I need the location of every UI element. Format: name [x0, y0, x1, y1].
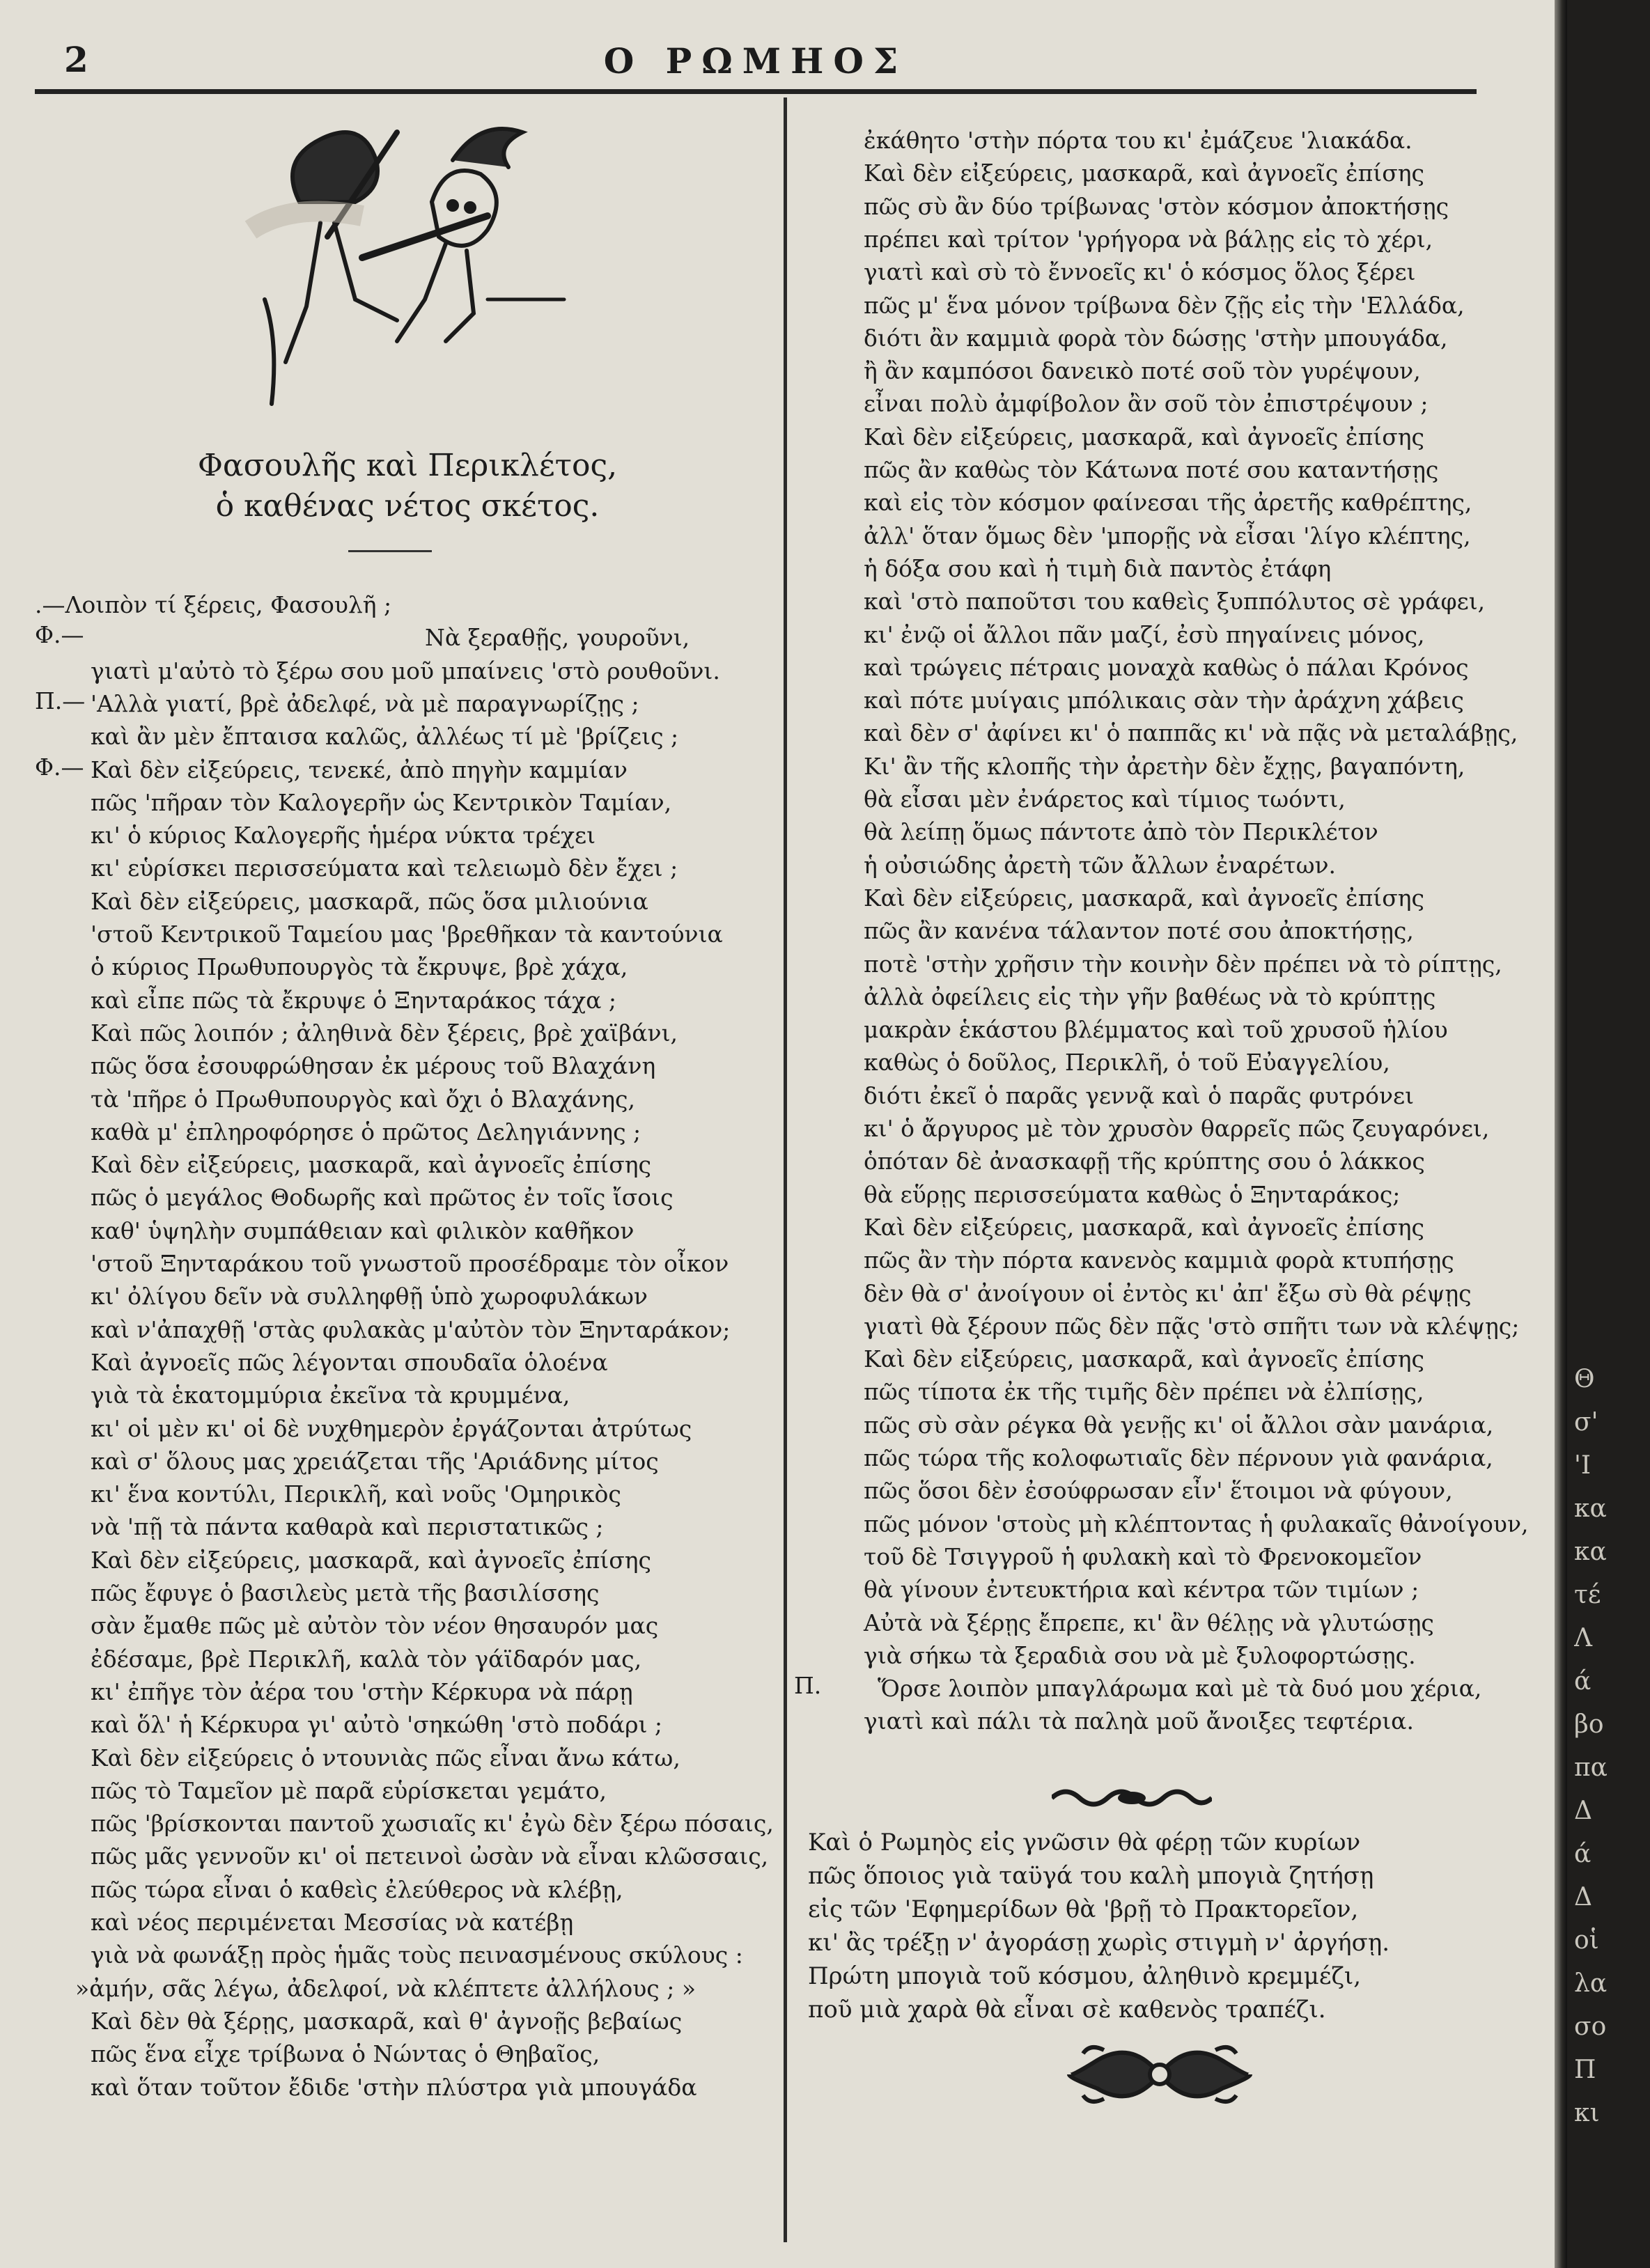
verse-line: Καὶ δὲν εἰξεύρεις, μασκαρᾶ, καὶ ἀγνοεῖς ἐπίσης	[864, 1345, 1424, 1373]
adjacent-page-text: σο	[1574, 2012, 1607, 2041]
verse-line: γιατὶ μ'αὐτὸ τὸ ξέρω σου μοῦ μπαίνεις 'στὸ ρουθοῦνι.	[91, 657, 720, 685]
verse-line: Κι' ἂν τῆς κλοπῆς τὴν ἀρετὴν δὲν ἔχῃς, βαγαπόντη,	[864, 752, 1465, 780]
verse-line: κι' ἐπῆγε τὸν ἀέρα του 'στὴν Κέρκυρα νὰ πάρῃ	[91, 1677, 633, 1705]
verse-line: καὶ εἶπε πῶς τὰ ἔκρυψε ὁ Ξηνταράκος τάχα ;	[91, 986, 617, 1014]
verse-line: καθ' ὑψηλὴν συμπάθειαν καὶ φιλικὸν καθῆκον	[91, 1217, 635, 1244]
verse-line: κι' ὁ κύριος Καλογερῆς ἡμέρα νύκτα τρέχει	[91, 822, 596, 850]
notice-line: πῶς ὅποιος γιὰ ταϋγά του καλὴ μπογιὰ ζητήσῃ	[808, 1862, 1374, 1890]
adjacent-page-text: οἱ	[1574, 1926, 1599, 1955]
verse-line: σὰν ἔμαθε πῶς μὲ αὐτὸν τὸν νέον θησαυρόν μας	[91, 1612, 659, 1640]
verse-line: καὶ τρώγεις πέτραις μοναχὰ καθὼς ὁ πάλαι Κρόνος	[864, 653, 1469, 681]
verse-line: δὲν θὰ σ' ἀνοίγουν οἱ ἐντὸς κι' ἀπ' ἔξω σὺ θὰ ρέψῃς	[864, 1279, 1472, 1307]
verse-line: Καὶ δὲν εἰξεύρεις, μασκαρᾶ, πῶς ὅσα μιλιούνια	[91, 887, 648, 915]
verse-line: καὶ ὅλ' ἡ Κέρκυρα γι' αὐτὸ 'σηκώθη 'στὸ ποδάρι ;	[91, 1711, 663, 1739]
verse-line: πῶς σὺ ἂν δύο τρίβωνας 'στὸν κόσμον ἀποκτήσῃς	[864, 192, 1449, 220]
verse-line: καὶ σ' ὅλους μας χρειάζεται τῆς 'Αριάδνης μίτος	[91, 1447, 659, 1475]
ornament-divider	[1052, 1784, 1212, 1812]
verse-line: ἐδέσαμε, βρὲ Περικλῆ, καλὰ τὸν γάϊδαρόν μας,	[91, 1645, 642, 1673]
verse-line: »ἀμήν, σᾶς λέγω, ἀδελφοί, νὰ κλέπτετε ἀλλήλους ; »	[75, 1974, 696, 2002]
notice-line: ποῦ μιὰ χαρὰ θὰ εἶναι σὲ καθενὸς τραπέζι.	[808, 1996, 1326, 2024]
adjacent-page-edge	[1567, 0, 1650, 2268]
adjacent-page-text: ά	[1574, 1667, 1591, 1696]
verse-line: Νὰ ξεραθῇς, γουροῦνι,	[425, 624, 690, 652]
verse-line: τοῦ δὲ Τσιγγροῦ ἡ φυλακὴ καὶ τὸ Φρενοκομεῖον	[864, 1542, 1422, 1570]
advertisement-notice	[808, 1826, 1390, 2026]
verse-line: Καὶ δὲν εἰξεύρεις, τενεκέ, ἀπὸ πηγὴν καμμίαν	[91, 756, 628, 783]
verse-line: πῶς μόνον 'στοὺς μὴ κλέπτοντας ἡ φυλακαῖς θἀνοίγουν,	[864, 1510, 1529, 1538]
verse-line: γιατὶ θὰ ξέρουν πῶς δὲν πᾷς 'στὸ σπῆτι των νὰ κλέψῃς;	[864, 1312, 1520, 1340]
verse-line: .—Λοιπὸν τί ξέρεις, Φασουλῆ ;	[35, 591, 392, 618]
adjacent-page-text: ά	[1574, 1840, 1591, 1868]
verse-line: ἐκάθητο 'στὴν πόρτα του κι' ἐμάζευε 'λιακάδα.	[864, 127, 1412, 154]
verse-line: Καὶ δὲν εἰξεύρεις, μασκαρᾶ, καὶ ἀγνοεῖς ἐπίσης	[91, 1151, 651, 1179]
verse-line: γιὰ νὰ φωνάξῃ πρὸς ἡμᾶς τοὺς πεινασμένους σκύλους :	[91, 1941, 743, 1969]
verse-line: ἡ δόξα σου καὶ ἡ τιμὴ διὰ παντὸς ἐτάφη	[864, 554, 1332, 582]
verse-line: Καὶ δὲν εἰξεύρεις, μασκαρᾶ, καὶ ἀγνοεῖς ἐπίσης	[91, 1546, 651, 1574]
verse-line: πῶς τώρα τῆς κολοφωτιαῖς δὲν πέρνουν γιὰ φανάρια,	[864, 1444, 1493, 1471]
page-header	[35, 28, 1477, 91]
verse-line: πῶς ἕνα εἶχε τρίβωνα ὁ Νώντας ὁ Θηβαῖος,	[91, 2040, 600, 2068]
verse-line: 'Αλλὰ γιατί, βρὲ ἀδελφέ, νὰ μὲ παραγνωρίζῃς ;	[91, 689, 639, 717]
cartoon-illustration	[223, 91, 571, 411]
verse-line: καθὼς ὁ δοῦλος, Περικλῆ, ὁ τοῦ Εὐαγγελίου,	[864, 1049, 1390, 1077]
verse-line: πῶς σὺ σὰν ρέγκα θὰ γενῇς κι' οἱ ἄλλοι σὰν μανάρια,	[864, 1411, 1494, 1439]
adjacent-page-text: πα	[1574, 1753, 1608, 1782]
verse-line: γιατὶ καὶ πάλι τὰ παληὰ μοῦ ἄνοιξες τεφτέρια.	[864, 1707, 1414, 1735]
verse-line: κι' οἱ μὲν κι' οἱ δὲ νυχθημερὸν ἐργάζονται ἀτρύτως	[91, 1414, 692, 1442]
verse-line: πρέπει καὶ τρίτον 'γρήγορα νὰ βάλῃς εἰς τὸ χέρι,	[864, 225, 1433, 253]
masthead-title: Ο ΡΩΜΗΟΣ	[603, 40, 908, 81]
adjacent-page-text: λα	[1574, 1969, 1608, 1998]
verse-line: κι' εὑρίσκει περισσεύματα καὶ τελειωμὸ δὲν ἔχει ;	[91, 854, 678, 882]
speaker-label: Φ.—	[35, 621, 84, 649]
verse-line: καὶ δὲν σ' ἀφίνει κι' ὁ παππᾶς κι' νὰ πᾷς νὰ μεταλάβῃς,	[864, 719, 1518, 747]
verse-line: ἀλλὰ ὀφείλεις εἰς τὴν γῆν βαθέως νὰ τὸ κρύπτῃς	[864, 983, 1436, 1010]
verse-line: νὰ 'πῇ τὰ πάντα καθαρὰ καὶ περιστατικῶς ;	[91, 1513, 604, 1541]
verse-line: καὶ εἰς τὸν κόσμον φαίνεσαι τῆς ἀρετῆς καθρέπτης,	[864, 489, 1472, 517]
verse-line: πῶς ὁ μεγάλος Θοδωρῆς καὶ πρῶτος ἐν τοῖς ἴσοις	[91, 1184, 674, 1212]
verse-line: 'στοῦ Κεντρικοῦ Ταμείου μας 'βρεθῆκαν τὰ καντούνια	[91, 921, 723, 948]
caption-line-2: ὁ καθένας νέτος σκέτος.	[215, 488, 600, 524]
speaker-label: Π.	[794, 1672, 822, 1700]
verse-line: Καὶ δὲν εἰξεύρεις ὁ ντουνιὰς πῶς εἶναι ἄνω κάτω,	[91, 1744, 680, 1772]
adjacent-page-text: Δ	[1574, 1797, 1592, 1825]
notice-line: κι' ἂς τρέξῃ ν' ἀγοράσῃ χωρὶς στιγμὴ ν' ἀργήσῃ.	[808, 1929, 1390, 1957]
page-number: 2	[64, 39, 88, 80]
verse-line: πῶς ἂν καθὼς τὸν Κάτωνα ποτέ σου καταντήσῃς	[864, 456, 1439, 483]
verse-line: κι' ὀλίγου δεῖν νὰ συλληφθῇ ὑπὸ χωροφυλάκων	[91, 1283, 648, 1311]
verse-line: διότι ἐκεῖ ὁ παρᾶς γεννᾷ καὶ ὁ παρᾶς φυτρόνει	[864, 1081, 1415, 1109]
caption-divider	[348, 550, 432, 552]
verse-line: Καὶ πῶς λοιπόν ; ἀληθινὰ δὲν ξέρεις, βρὲ χαϊβάνι,	[91, 1019, 678, 1047]
verse-line: καὶ ν'ἀπαχθῇ 'στὰς φυλακὰς μ'αὐτὸν τὸν Ξηνταράκον;	[91, 1315, 731, 1343]
verse-line: καὶ 'στὸ παποῦτσι του καθεὶς ξυππόλυτος σὲ γράφει,	[864, 588, 1486, 616]
caption-line-1: Φασουλῆς καὶ Περικλέτος,	[197, 448, 618, 483]
adjacent-page-text: Δ	[1574, 1883, 1592, 1911]
verse-line: πῶς τίποτα ἐκ τῆς τιμῆς δὲν πρέπει νὰ ἐλπίσῃς,	[864, 1378, 1424, 1406]
verse-line: Καὶ δὲν θὰ ξέρῃς, μασκαρᾶ, καὶ θ' ἀγνοῇς βεβαίως	[91, 2007, 683, 2035]
verse-line: Ὅρσε λοιπὸν μπαγλάρωμα καὶ μὲ τὰ δυό μου χέρια,	[878, 1675, 1482, 1703]
ornament-vignette	[1062, 2036, 1257, 2113]
verse-line: πῶς ἔφυγε ὁ βασιλεὺς μετὰ τῆς βασιλίσσης	[91, 1579, 600, 1606]
speaker-label: Π.—	[35, 687, 86, 714]
verse-line: τὰ 'πῆρε ὁ Πρωθυπουργὸς καὶ ὄχι ὁ Βλαχάνης,	[91, 1085, 636, 1113]
verse-line: καὶ νέος περιμένεται Μεσσίας νὰ κατέβῃ	[91, 1909, 574, 1936]
verse-line: Καὶ δὲν εἰξεύρεις, μασκαρᾶ, καὶ ἀγνοεῖς ἐπίσης	[864, 159, 1424, 187]
adjacent-page-text: Λ	[1574, 1624, 1592, 1652]
verse-line: πῶς 'βρίσκονται παντοῦ χωσιαῖς κι' ἐγὼ δὲν ξέρω πόσαις,	[91, 1810, 774, 1838]
verse-line: γιὰ σήκω τὰ ξεραδιὰ σου νὰ μὲ ξυλοφορτώσῃς.	[864, 1641, 1416, 1669]
adjacent-page-text: Π	[1574, 2056, 1596, 2084]
verse-line: πῶς 'πῆραν τὸν Καλογερῆν ὡς Κεντρικὸν Ταμίαν,	[91, 788, 672, 816]
verse-line: ποτὲ 'στὴν χρῆσιν τὴν κοινὴν δὲν πρέπει νὰ τὸ ρίπτῃς,	[864, 950, 1502, 978]
verse-line: καὶ πότε μυίγαις μπόλικαις σὰν τὴν ἀράχνη χάβεις	[864, 687, 1464, 714]
verse-line: ἢ ἂν καμπόσοι δανεικὸ ποτέ σοῦ τὸν γυρέψουν,	[864, 357, 1421, 385]
verse-line: Καὶ δὲν εἰξεύρεις, μασκαρᾶ, καὶ ἀγνοεῖς ἐπίσης	[864, 423, 1424, 451]
verse-line: γιατὶ καὶ σὺ τὸ ἔννοεῖς κι' ὁ κόσμος ὅλος ξέρει	[864, 258, 1416, 286]
verse-line: κι' ἕνα κοντύλι, Περικλῆ, καὶ νοῦς 'Ομηρικὸς	[91, 1480, 621, 1508]
verse-line: θὰ λείπῃ ὅμως πάντοτε ἀπὸ τὸν Περικλέτον	[864, 818, 1378, 846]
verse-line: πῶς μ' ἕνα μόνον τρίβωνα δὲν ζῇς εἰς τὴν 'Ελλάδα,	[864, 291, 1465, 319]
verse-line: Καὶ δὲν εἰξεύρεις, μασκαρᾶ, καὶ ἀγνοεῖς ἐπίσης	[864, 1213, 1424, 1241]
adjacent-page-text: κα	[1574, 1538, 1607, 1566]
verse-line: πῶς τὸ Ταμεῖον μὲ παρᾶ εὑρίσκεται γεμάτο,	[91, 1776, 607, 1804]
verse-line: πῶς ἂν τὴν πόρτα κανενὸς καμμιὰ φορὰ κτυπήσῃς	[864, 1246, 1454, 1274]
notice-line: Καὶ ὁ Ρωμηὸς εἰς γνῶσιν θὰ φέρῃ τῶν κυρίων	[808, 1829, 1361, 1856]
verse-line: ἡ οὐσιώδης ἀρετὴ τῶν ἄλλων ἐναρέτων.	[864, 851, 1337, 879]
adjacent-page-text: κα	[1574, 1494, 1607, 1523]
verse-line: θὰ εὕρῃς περισσεύματα καθὼς ὁ Ξηνταράκος;	[864, 1180, 1401, 1208]
verse-line: ὁπόταν δὲ ἀνασκαφῇ τῆς κρύπτης σου ὁ λάκκος	[864, 1148, 1425, 1175]
notice-line: εἰς τῶν 'Εφημερίδων θὰ 'βρῇ τὸ Πρακτορεῖον,	[808, 1895, 1359, 1923]
verse-line: κι' ὁ ἄργυρος μὲ τὸν χρυσὸν θαρρεῖς πῶς ζευγαρόνει,	[864, 1115, 1490, 1142]
verse-line: Καὶ ἀγνοεῖς πῶς λέγονται σπουδαῖα ὁλοένα	[91, 1348, 608, 1376]
adjacent-page-text: Θ	[1574, 1365, 1595, 1393]
cartoon-caption	[42, 446, 773, 526]
verse-line: καθὰ μ' ἐπληροφόρησε ὁ πρῶτος Δεληγιάννης ;	[91, 1118, 641, 1145]
verse-line: γιὰ τὰ ἑκατομμύρια ἐκεῖνα τὰ κρυμμένα,	[91, 1382, 570, 1409]
verse-line: πῶς ὅσοι δὲν ἐσούφρωσαν εἶν' ἕτοιμοι νὰ φύγουν,	[864, 1477, 1453, 1505]
verse-line: μακρὰν ἑκάστου βλέμματος καὶ τοῦ χρυσοῦ ἡλίου	[864, 1016, 1448, 1044]
verse-line: πῶς ὅσα ἐσουφρώθησαν ἐκ μέρους τοῦ Βλαχάνη	[91, 1052, 656, 1080]
verse-line: πῶς μᾶς γεννοῦν κι' οἱ πετεινοὶ ὠσὰν νὰ εἶναι κλῶσσαις,	[91, 1843, 769, 1870]
column-rule	[784, 97, 787, 2242]
verse-line: ἀλλ' ὅταν ὅμως δὲν 'μπορῇς νὰ εἶσαι 'λίγο κλέπτης,	[864, 522, 1471, 549]
adjacent-page-text: τέ	[1574, 1581, 1601, 1609]
verse-line: ὁ κύριος Πρωθυπουργὸς τὰ ἔκρυψε, βρὲ χάχα,	[91, 953, 628, 981]
verse-line: θὰ εἶσαι μὲν ἐνάρετος καὶ τίμιος τωόντι,	[864, 785, 1346, 813]
verse-line: 'στοῦ Ξηνταράκου τοῦ γνωστοῦ προσέδραμε τὸν οἶκον	[91, 1250, 729, 1277]
verse-line: εἶναι πολὺ ἀμφίβολον ἂν σοῦ τὸν ἐπιστρέψουν ;	[864, 390, 1429, 418]
adjacent-page-text: σ'	[1574, 1408, 1598, 1437]
verse-line: καὶ ἂν μὲν ἔπταισα καλῶς, ἀλλέως τί μὲ 'βρίζεις ;	[91, 723, 679, 751]
verse-line: Αὐτὰ νὰ ξέρῃς ἔπρεπε, κι' ἂν θέλῃς νὰ γλυτώσῃς	[864, 1609, 1434, 1636]
verse-line: πῶς ἂν κανένα τάλαντον ποτέ σου ἀποκτήσῃς,	[864, 917, 1414, 945]
adjacent-page-text: 'Ι	[1574, 1451, 1591, 1480]
page-spine	[1555, 0, 1567, 2268]
notice-line: Πρώτη μπογιὰ τοῦ κόσμου, ἀληθινὸ κρεμμέζι,	[808, 1962, 1362, 1990]
verse-line: πῶς τώρα εἶναι ὁ καθεὶς ἐλεύθερος νὰ κλέβῃ,	[91, 1875, 623, 1903]
verse-line: καὶ ὅταν τοῦτον ἔδιδε 'στὴν πλύστρα γιὰ μπουγάδα	[91, 2073, 697, 2101]
verse-line: θὰ γίνουν ἐντευκτήρια καὶ κέντρα τῶν τιμίων ;	[864, 1576, 1419, 1604]
adjacent-page-text: βο	[1574, 1710, 1604, 1739]
verse-line: κι' ἐνῷ οἱ ἄλλοι πᾶν μαζί, ἐσὺ πηγαίνεις μόνος,	[864, 620, 1425, 648]
speaker-label: Φ.—	[35, 753, 84, 781]
verse-line: διότι ἂν καμμιὰ φορὰ τὸν δώσῃς 'στὴν μπουγάδα,	[864, 324, 1448, 352]
verse-line: Καὶ δὲν εἰξεύρεις, μασκαρᾶ, καὶ ἀγνοεῖς ἐπίσης	[864, 884, 1424, 912]
adjacent-page-text: κι	[1574, 2099, 1600, 2127]
